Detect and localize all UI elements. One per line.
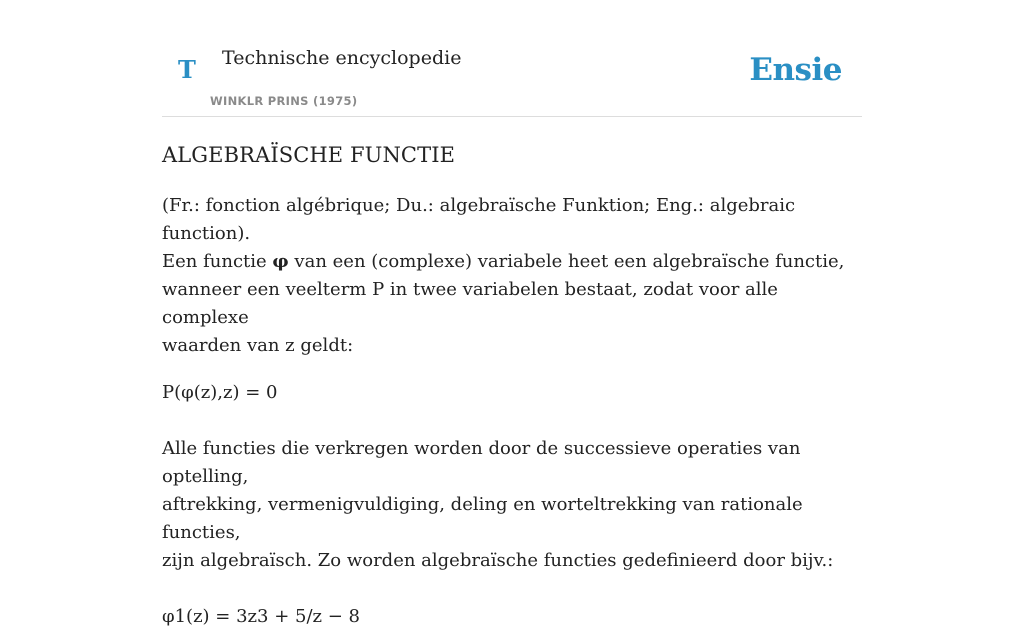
encyclopedia-logo-icon[interactable]: T (178, 55, 196, 84)
intro-line-1: (Fr.: fonction algébrique; Du.: algebraïsche Funktion; Eng.: algebraic function). (162, 195, 796, 244)
encyclopedia-title-link[interactable]: Technische encyclopedie (222, 47, 462, 69)
site-header (162, 0, 862, 117)
source-label: WINKLR PRINS (1975) (210, 94, 358, 108)
article-body (162, 139, 852, 631)
formula-example: φ1(z) = 3z3 + 5/z − 8 (162, 606, 360, 627)
para2-line-1: Alle functies die verkregen worden door de successieve operaties van optelling, (162, 438, 801, 487)
formula-polynomial: P(φ(z),z) = 0 (162, 382, 278, 403)
intro-line-4: waarden van z geldt: (162, 335, 354, 356)
intro-line-2-end: van een (complexe) variabele heet een algebraïsche functie, (288, 251, 845, 272)
intro-line-3: wanneer een veelterm P in twee variabelen bestaat, zodat voor alle complexe (162, 279, 778, 328)
intro-line-2-start: Een functie (162, 251, 273, 272)
para2-line-3: zijn algebraïsch. Zo worden algebraïsche functies gedefinieerd door bijv.: (162, 550, 834, 571)
para2-line-2: aftrekking, vermenigvuldiging, deling en worteltrekking van rationale functies, (162, 494, 803, 543)
intro-paragraph (162, 192, 852, 360)
article-heading: ALGEBRAÏSCHE FUNCTIE (162, 143, 456, 167)
operations-paragraph (162, 435, 852, 575)
phi-symbol: φ (272, 251, 289, 272)
ensie-brand-logo[interactable]: Ensie (749, 52, 842, 88)
